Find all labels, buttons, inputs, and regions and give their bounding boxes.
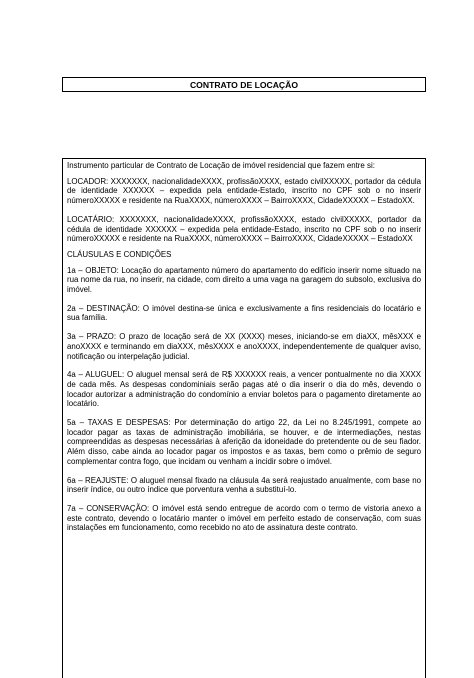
clause-paragraph: 1a – OBJETO: Locação do apartamento número do apartamento do edifício inserir nome situado na rua nome da rua, no inserir, na cidade, com direito a uma vaga na garagem do subsolo, exclusiva do imóvel. <box>67 265 421 295</box>
clausulas-heading: CLÁUSULAS E CONDIÇÕES <box>67 249 172 259</box>
contract-title: CONTRATO DE LOCAÇÃO <box>189 79 299 90</box>
contract-body <box>67 161 421 542</box>
contract-title-box <box>62 77 426 92</box>
locador-paragraph: LOCADOR: XXXXXXX, nacionalidadeXXXX, profissãoXXXX, estado civilXXXXX, portador da cédula de identidade XXXXXX – expedida pela entidade-Estado, inscrito no CPF sob o no inserir númeroXXXXX e residente na RuaXXXX, númeroXXXX – BairroXXXX, CidadeXXXXX – EstadoXX. <box>67 176 421 206</box>
intro-paragraph: Instrumento particular de Contrato de Locação de imóvel residencial que fazem entre si: <box>67 161 375 170</box>
clause-paragraph: 2a – DESTINAÇÃO: O imóvel destina-se única e exclusivamente a fins residenciais do locatário e sua família. <box>67 303 421 323</box>
clause-paragraph: 5a – TAXAS E DESPESAS: Por determinação do artigo 22, da Lei no 8.245/1991, compete ao locador pagar as taxas de administração imobiliária, se houver, e de intermediações, nestas compreendidas as despesas necessárias à aferição da idoneidade do pretendente ou de seu fiador. Além disso, cabe ainda ao locador pagar os impostos e as taxas, bem como o prêmio de seguro complementar contra fogo, que incidam ou venham a incidir sobre o imóvel. <box>67 418 421 466</box>
clause-paragraph: 3a – PRAZO: O prazo de locação será de XX (XXXX) meses, iniciando-se em diaXX, mêsXXX e anoXXXX e terminando em diaXXX, mêsXXXX e anoXXXX, independentemente de qualquer aviso, notificação ou interpelação judicial. <box>67 332 421 361</box>
clause-paragraph: 7a – CONSERVAÇÃO: O imóvel está sendo entregue de acordo com o termo de vistoria anexo a este contrato, devendo o locatário manter o imóvel em perfeito estado de conservação, com suas instalações em funcionamento, como recebido no ato de assinatura deste contrato. <box>67 503 421 533</box>
clause-paragraph: 6a – REAJUSTE: O aluguel mensal fixado na cláusula 4a será reajustado anualmente, com base no inserir índice, ou outro índice que porventura venha a substituí-lo. <box>67 475 421 495</box>
locatario-paragraph: LOCATÁRIO: XXXXXXX, nacionalidadeXXXX, profissãoXXXX, estado civilXXXXX, portador da cédula de identidade XXXXXX – expedida pela entidade-Estado, inscrito no CPF sob o no inserir númeroXXXXX e residente na RuaXXXX, númeroXXXX – BairroXXXX, CidadeXXXXX – EstadoXX <box>67 214 421 244</box>
clause-paragraph: 4a – ALUGUEL: O aluguel mensal será de R$ XXXXXX reais, a vencer pontualmente no dia XXXX de cada mês. As despesas condominiais serão pagas até o dia inserir o dia do mês, devendo o locador autorizar a administração do condomínio a enviar boletos para o pagamento diretamente ao locatário. <box>67 370 421 409</box>
